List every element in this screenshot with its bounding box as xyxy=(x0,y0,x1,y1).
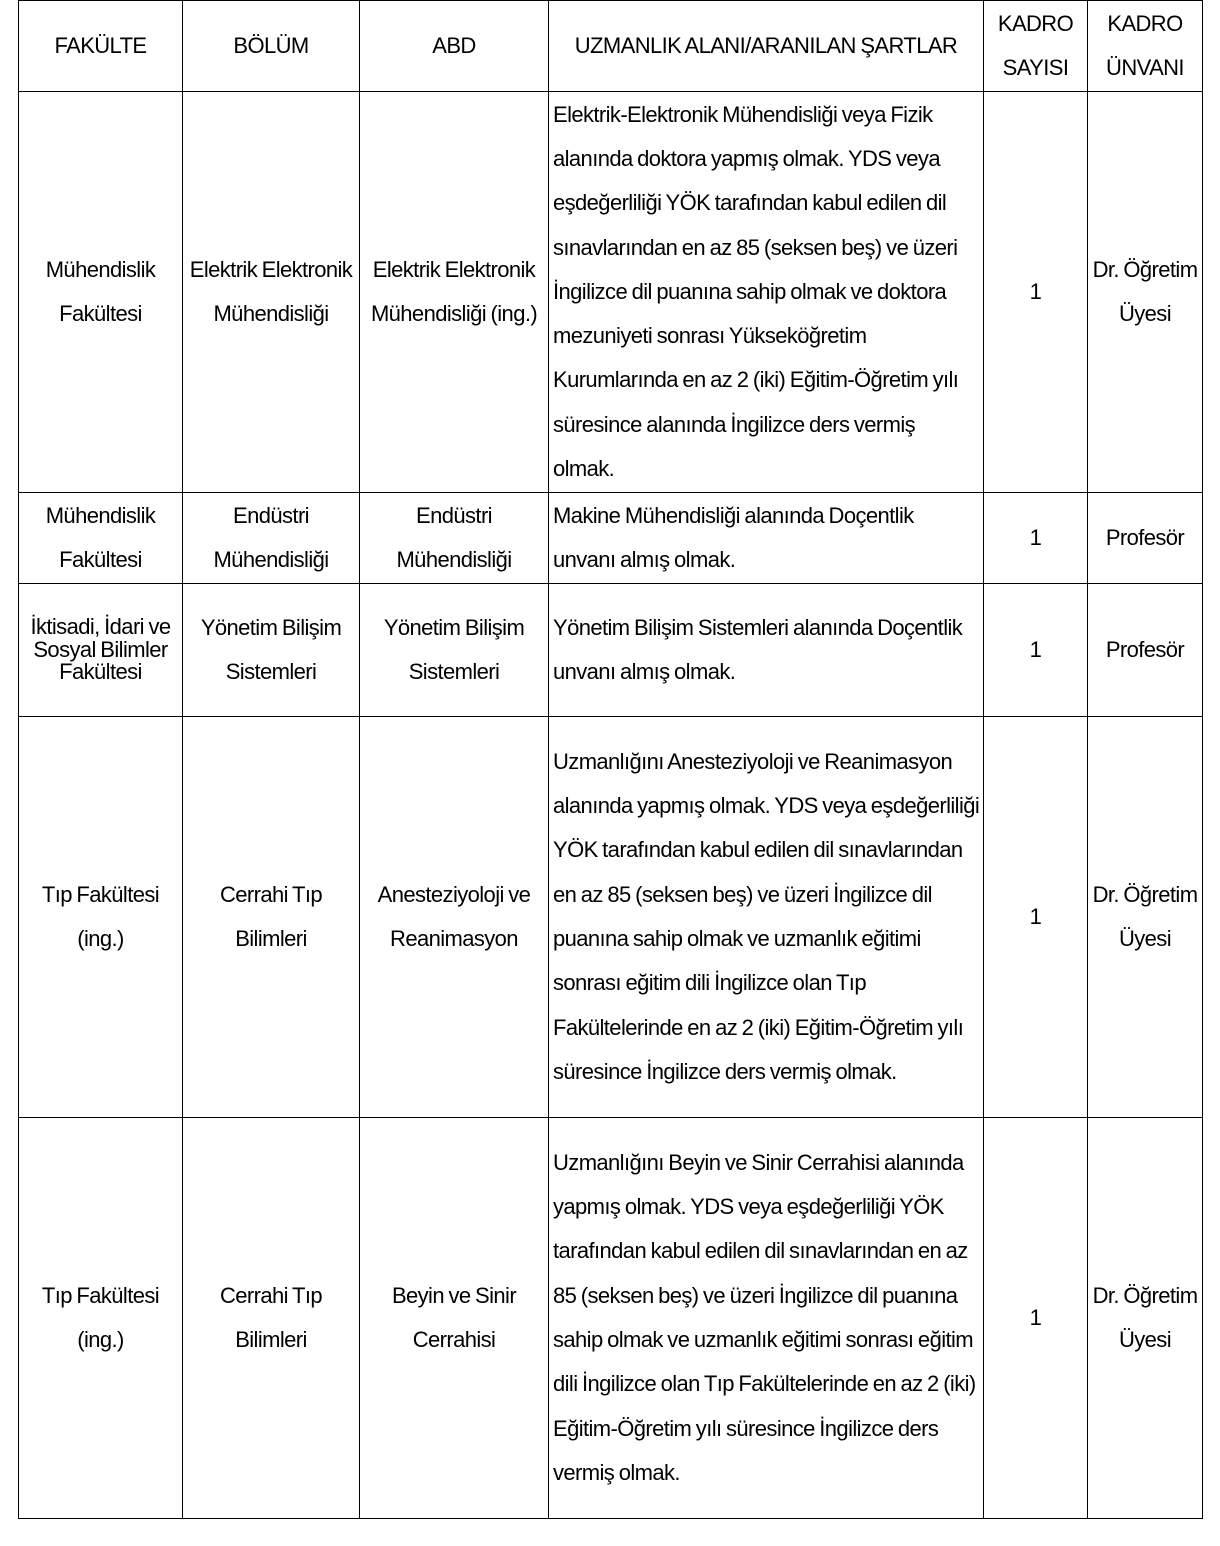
header-abd: ABD xyxy=(360,1,549,92)
table-row xyxy=(19,1118,1203,1519)
cell-kadro-sayisi: 1 xyxy=(984,92,1088,493)
cell-sartlar: Makine Mühendisliği alanında Doçentlik unvanı almış olmak. xyxy=(549,493,984,584)
cell-bolum: Elektrik Elektronik Mühendisliği xyxy=(183,92,360,493)
cell-abd: Yönetim Bilişim Sistemleri xyxy=(360,584,549,717)
cell-kadro-unvani: Dr. Öğretim Üyesi xyxy=(1088,92,1203,493)
cell-kadro-sayisi: 1 xyxy=(984,493,1088,584)
cell-fakulte: Tıp Fakültesi (ing.) xyxy=(19,1118,183,1519)
table-row xyxy=(19,493,1203,584)
table-row xyxy=(19,92,1203,493)
cell-sartlar: Uzmanlığını Beyin ve Sinir Cerrahisi alanında yapmış olmak. YDS veya eşdeğerliliği YÖK tarafından kabul edilen dil sınavlarından en az 85 (seksen beş) ve üzeri İngilizce dil puanına sahip olmak ve uzmanlık eğitimi sonrası eğitim dili İngilizce olan Tıp Fakültelerinde en az 2 (iki) Eğitim-Öğretim yılı süresince İngilizce ders vermiş olmak. xyxy=(549,1118,984,1519)
kadro-table xyxy=(18,0,1203,1519)
header-bolum: BÖLÜM xyxy=(183,1,360,92)
header-kadro-sayisi: KADRO SAYISI xyxy=(984,1,1088,92)
cell-abd: Anesteziyoloji ve Reanimasyon xyxy=(360,717,549,1118)
cell-sartlar: Uzmanlığını Anesteziyoloji ve Reanimasyon alanında yapmış olmak. YDS veya eşdeğerliliği YÖK tarafından kabul edilen dil sınavlarından en az 85 (seksen beş) ve üzeri İngilizce dil puanına sahip olmak ve uzmanlık eğitimi sonrası eğitim dili İngilizce olan Tıp Fakültelerinde en az 2 (iki) Eğitim-Öğretim yılı süresince İngilizce ders vermiş olmak. xyxy=(549,717,984,1118)
header-kadro-unvani: KADRO ÜNVANI xyxy=(1088,1,1203,92)
table-header xyxy=(19,1,1203,92)
header-row xyxy=(19,1,1203,92)
cell-kadro-sayisi: 1 xyxy=(984,717,1088,1118)
cell-fakulte: İktisadi, İdari ve Sosyal Bilimler Fakültesi xyxy=(19,584,183,717)
header-sartlar: UZMANLIK ALANI/ARANILAN ŞARTLAR xyxy=(549,1,984,92)
cell-kadro-unvani: Profesör xyxy=(1088,493,1203,584)
cell-bolum: Endüstri Mühendisliği xyxy=(183,493,360,584)
cell-sartlar: Elektrik-Elektronik Mühendisliği veya Fizik alanında doktora yapmış olmak. YDS veya eşdeğerliliği YÖK tarafından kabul edilen dil sınavlarından en az 85 (seksen beş) ve üzeri İngilizce dil puanına sahip olmak ve doktora mezuniyeti sonrası Yükseköğretim Kurumlarında en az 2 (iki) Eğitim-Öğretim yılı süresince alanında İngilizce ders vermiş olmak. xyxy=(549,92,984,493)
cell-bolum: Cerrahi Tıp Bilimleri xyxy=(183,717,360,1118)
table-body xyxy=(19,92,1203,1519)
cell-fakulte: Mühendislik Fakültesi xyxy=(19,92,183,493)
cell-bolum: Cerrahi Tıp Bilimleri xyxy=(183,1118,360,1519)
table-row xyxy=(19,584,1203,717)
cell-bolum: Yönetim Bilişim Sistemleri xyxy=(183,584,360,717)
cell-kadro-sayisi: 1 xyxy=(984,1118,1088,1519)
cell-abd: Elektrik Elektronik Mühendisliği (ing.) xyxy=(360,92,549,493)
cell-fakulte: Tıp Fakültesi (ing.) xyxy=(19,717,183,1118)
cell-abd: Beyin ve Sinir Cerrahisi xyxy=(360,1118,549,1519)
cell-abd: Endüstri Mühendisliği xyxy=(360,493,549,584)
cell-kadro-unvani: Dr. Öğretim Üyesi xyxy=(1088,717,1203,1118)
cell-fakulte: Mühendislik Fakültesi xyxy=(19,493,183,584)
header-fakulte: FAKÜLTE xyxy=(19,1,183,92)
table-row xyxy=(19,717,1203,1118)
cell-kadro-sayisi: 1 xyxy=(984,584,1088,717)
cell-sartlar: Yönetim Bilişim Sistemleri alanında Doçentlik unvanı almış olmak. xyxy=(549,584,984,717)
cell-kadro-unvani: Profesör xyxy=(1088,584,1203,717)
cell-kadro-unvani: Dr. Öğretim Üyesi xyxy=(1088,1118,1203,1519)
